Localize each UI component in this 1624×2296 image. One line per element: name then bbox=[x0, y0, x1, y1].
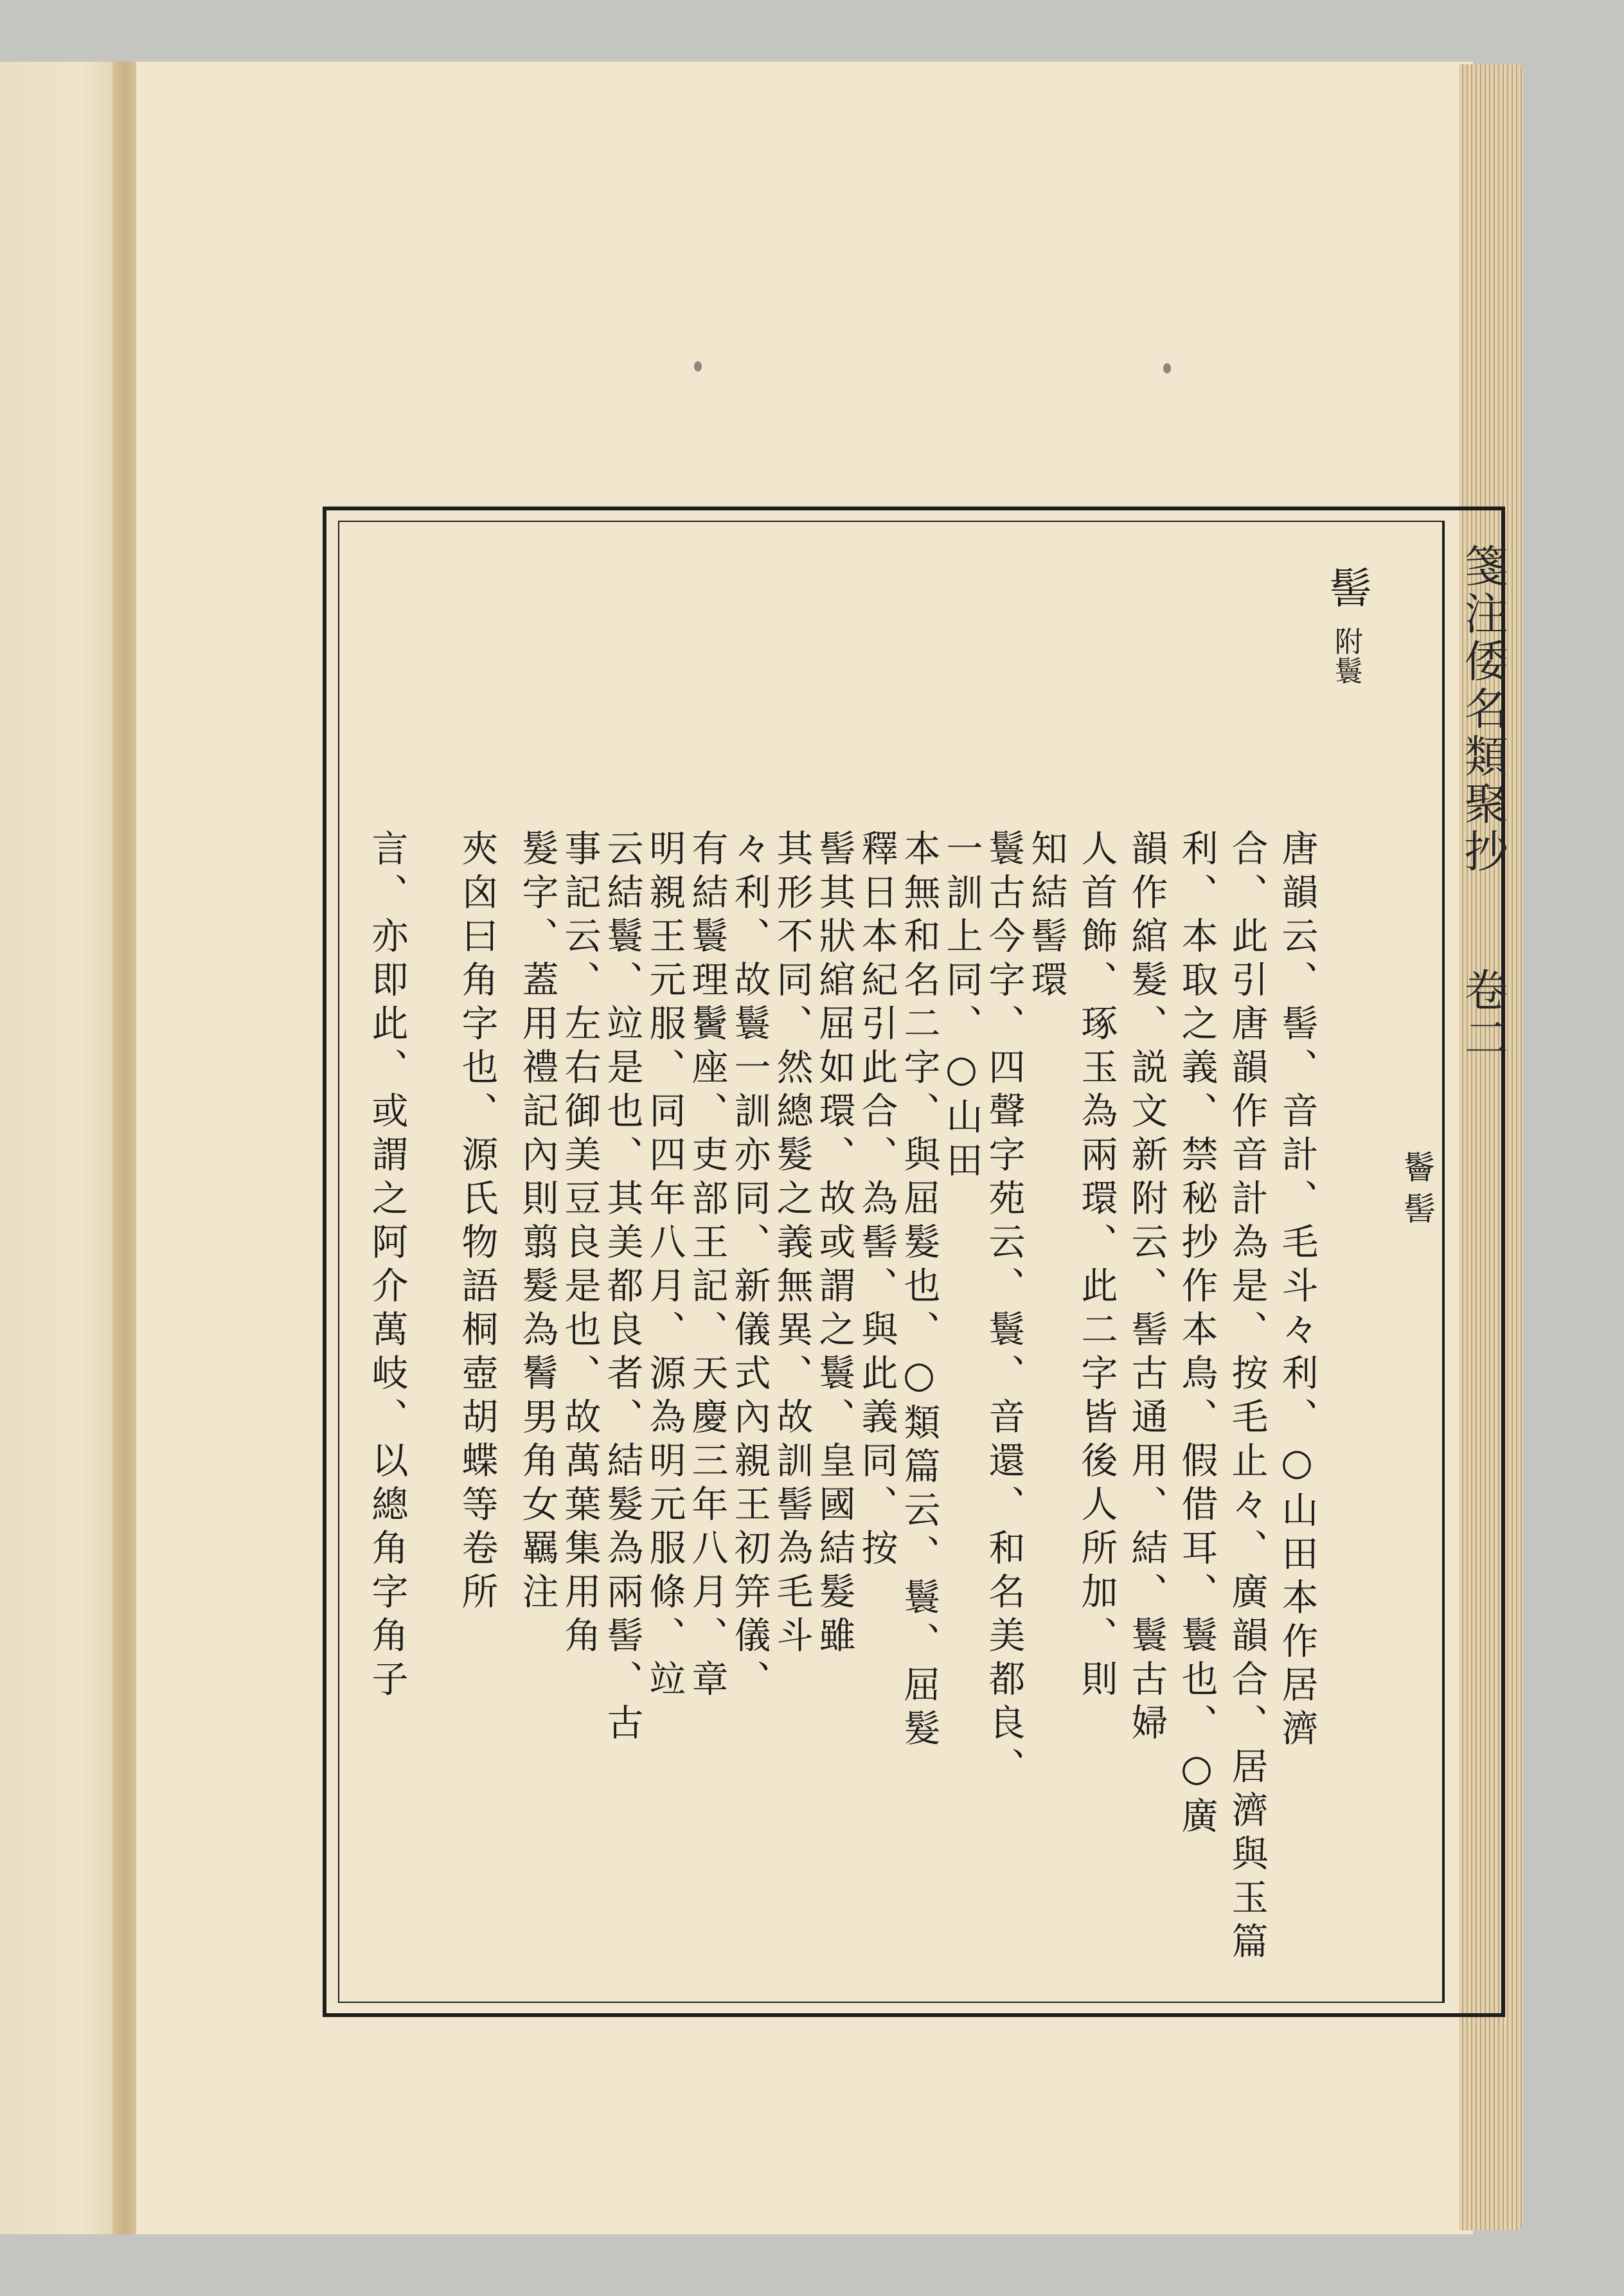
text-column: 唐韻云、髻、音計、毛斗々利、○山田本作居濟 bbox=[1276, 829, 1318, 1753]
text-column: 有結鬟理鬢座、吏部王記、天慶三年八月、章 bbox=[686, 829, 728, 1703]
volume-label: 卷二 bbox=[1457, 967, 1508, 1063]
text-column: 髮字、蓋用禮記內則翦髮為鬌男角女羈注 bbox=[516, 829, 558, 1616]
left-page bbox=[0, 62, 117, 2234]
text-column: 本無和名二字、與屈髮也、○類篇云、鬟、屈髮 bbox=[898, 829, 940, 1753]
text-column: 合、此引唐韻作音計為是、按毛止々、廣韻合、居濟與玉篇 bbox=[1226, 829, 1268, 1966]
book-gutter bbox=[112, 62, 138, 2234]
margin-rule bbox=[1443, 521, 1445, 2003]
paper-spot bbox=[694, 361, 702, 372]
section-label: 鬠髻 bbox=[1398, 1151, 1436, 1233]
text-column: 其形不同、然總髮之義無異、故訓髻為毛斗 bbox=[771, 829, 813, 1660]
text-column: 夾囟曰角字也、源氏物語桐壺胡蝶等卷所 bbox=[456, 829, 498, 1616]
text-column: 事記云、左右御美豆良是也、故萬葉集用角 bbox=[558, 829, 601, 1660]
book-title: 箋注倭名類聚抄 bbox=[1457, 543, 1508, 876]
text-column: 知結髻環 bbox=[1025, 829, 1067, 1004]
text-column: 鬟古今字、四聲字苑云、鬟、音還、和名美都良、 bbox=[983, 829, 1025, 1791]
text-column: 言、亦即此、或謂之阿介萬岐、以總角字角子 bbox=[366, 829, 408, 1703]
paper-spot bbox=[1163, 363, 1171, 373]
text-column: 云結鬟、竝是也、其美都良者、結髮為兩髻、古 bbox=[601, 829, 643, 1747]
text-column: 髻其狀綰屈如環、故或謂之鬟、皇國結髮雖 bbox=[813, 829, 855, 1660]
text-column: 人首飾、琢玉為兩環、此二字皆後人所加、則 bbox=[1075, 829, 1118, 1703]
entry-heading: 髻 bbox=[1322, 566, 1371, 608]
text-column: 明親王元服、同四年八月、源為明元服條、竝 bbox=[643, 829, 686, 1703]
text-column: 一訓上同、○山田 bbox=[940, 829, 983, 1185]
entry-subheading: 附鬟 bbox=[1330, 627, 1362, 686]
text-column: 韻作綰髮、説文新附云、髻古通用、結、鬟古婦 bbox=[1125, 829, 1168, 1747]
text-column: 釋日本紀引此合、為髻、與此義同、按 bbox=[855, 829, 898, 1572]
text-column: 利、本取之義、禁秘抄作本鳥、假借耳、鬟也、○廣 bbox=[1175, 829, 1218, 1840]
text-column: 々利、故鬟一訓亦同、新儀式內親王初笄儀、 bbox=[728, 829, 771, 1703]
